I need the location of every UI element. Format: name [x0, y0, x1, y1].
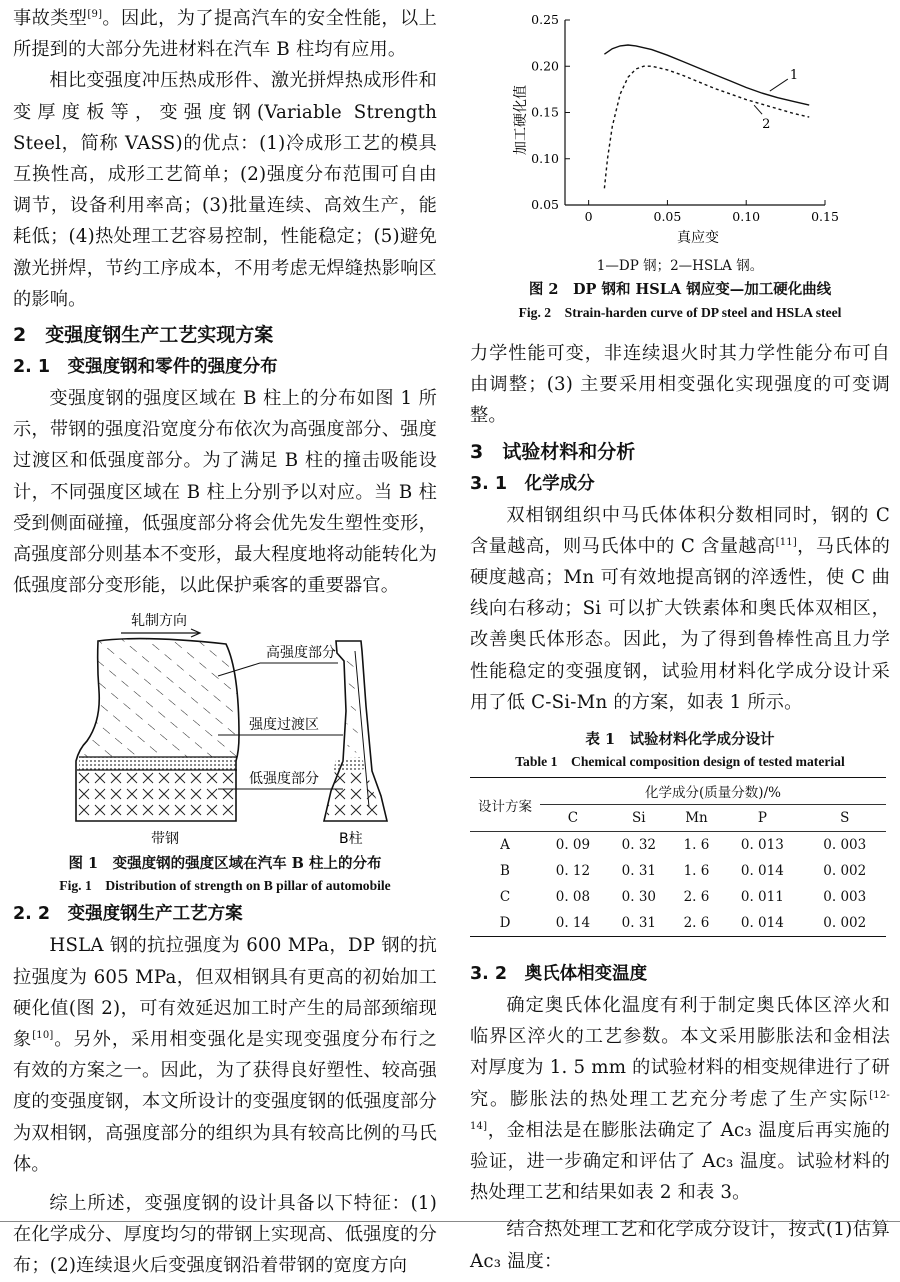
section-heading: 3 试验材料和分析 [470, 440, 636, 463]
paragraph: 变强度钢的强度区域在 B 柱上的分布如图 1 所示，带钢的强度沿宽度分布依次为高强度部分、强度过渡区和低强度部分。为了满足 B 柱的撞击吸能设计，不同强度区域在 B 柱上分别予以对应。当 B 柱受到侧面碰撞，低强度部分将会优先发生塑性变形，高强度部分则基本不变形，最大程度地将动能转化为低强度部分变形能，以此保护乘客的重要器官。 [13, 388, 437, 597]
y-tick-label: 0.05 [531, 197, 559, 212]
high-strength-label: 高强度部分 [266, 645, 336, 662]
table-cell: 0. 31 [621, 863, 657, 880]
figure-2-chart [470, 0, 890, 262]
y-tick-label: 0.10 [531, 150, 559, 166]
citation: [10] [32, 1030, 54, 1041]
paragraph [13, 3, 437, 65]
paragraph: 力学性能可变，非连续退火时其力学性能分布可自由调整；(3) 主要采用相变强化实现强度的可变调整。 [470, 343, 890, 427]
table-cell: 0. 09 [555, 837, 591, 854]
table-header-scheme: 设计方案 [478, 798, 532, 815]
low-strength-label: 低强度部分 [249, 771, 319, 788]
table-cell: 0. 002 [823, 863, 867, 880]
table-cell: 0. 014 [740, 863, 784, 880]
table-row [470, 858, 886, 884]
subsection-heading: 2. 2 变强度钢生产工艺方案 [13, 904, 243, 925]
table-cell: 0. 002 [823, 915, 867, 932]
figure-2 [470, 0, 890, 333]
x-tick-label: 0.10 [732, 209, 761, 224]
series-1-label: 1 [789, 68, 799, 84]
table-header-group: 化学成分(质量分数)/% [540, 778, 886, 805]
table-cell: 2. 6 [683, 889, 710, 906]
x-tick-label: 0.05 [653, 209, 682, 224]
page-bottom-rule [0, 1221, 900, 1222]
text: HSLA 钢的抗拉强度为 600 MPa，DP 钢的抗拉强度为 605 MPa，但双相钢具有更高的初始加工硬化值(图 2)，可有效延迟加工时产生的局部颈缩现象 [13, 935, 437, 1051]
table-cell: 0. 014 [740, 915, 784, 932]
text: 双相钢组织中马氏体体积分数相同时，钢的 C 含量越高，则马氏体中的 C 含量越高 [470, 504, 890, 557]
table-header-cell: Mn [685, 810, 708, 827]
text: 事故类型 [13, 8, 88, 29]
table-cell: 1. 6 [683, 837, 710, 854]
table-header-cell: C [567, 810, 579, 827]
table-header-row [470, 778, 886, 805]
left-column [13, 0, 437, 1282]
y-tick-label: 0.20 [531, 58, 559, 74]
table-cell: 2. 6 [683, 915, 710, 932]
figure-1-caption-en: Fig. 1 Distribution of strength on B pillar of automobile [59, 878, 391, 894]
section-heading: 2 变强度钢生产工艺实现方案 [13, 324, 274, 347]
transition-zone-label: 强度过渡区 [249, 717, 319, 734]
table-cell: C [499, 889, 511, 906]
text: ，金相法是在膨胀法确定了 Ac₃ 温度后再实施的验证，进一步确定和评估了 Ac₃ 温度。试验材料的热处理工艺和结果如表 2 和表 3。 [470, 1119, 890, 1204]
b-pillar-label: B柱 [339, 831, 363, 848]
table-cell: 1. 6 [683, 863, 710, 880]
table-1-caption: 表 1 试验材料化学成分设计 [585, 731, 775, 749]
right-column [470, 0, 890, 1277]
x-axis-label: 真应变 [677, 230, 719, 246]
paragraph [470, 500, 890, 718]
table-cell: 0. 32 [621, 837, 657, 854]
table-cell: 0. 011 [740, 889, 784, 906]
table-row [470, 884, 886, 910]
strip-label: 带钢 [151, 831, 179, 848]
roll-direction-label: 轧制方向 [131, 613, 187, 630]
series-line-2 [604, 66, 809, 188]
table-row [470, 910, 886, 937]
table-1 [470, 728, 890, 937]
series-2-label: 2 [762, 117, 771, 133]
table-cell: A [500, 837, 510, 854]
citation: [9] [87, 8, 103, 20]
table-row [470, 832, 886, 859]
table-header-cell: P [757, 810, 767, 827]
figure-2-caption-en: Fig. 2 Strain-harden curve of DP steel and HSLA steel [518, 305, 842, 320]
figure-1-caption: 图 1 变强度钢的强度区域在汽车 B 柱上的分布 [68, 855, 382, 873]
citation: [12-14] [470, 1089, 890, 1132]
text: ，马氏体的硬度越高；Mn 可有效地提高钢的淬透性，使 C 曲线向右移动；Si 可以扩大铁素体和奥氏体双相区，改善奥氏体形态。因此，为了得到鲁棒性高且力学性能稳定的变强度钢，试验用材料化学成分设计采用了低 C-Si-Mn 的方案，如表 1 所示。 [470, 535, 890, 713]
series-1-leader [770, 79, 788, 91]
figure-2-legend: 1—DP 钢；2—HSLA 钢。 [596, 258, 764, 274]
paragraph: 结合热处理工艺和化学成分设计，按式(1)估算 Ac₃ 温度： [470, 1219, 890, 1272]
subsection-heading: 2. 1 变强度钢和零件的强度分布 [13, 357, 278, 378]
table-1-caption-en: Table 1 Chemical composition design of tested material [515, 754, 845, 770]
figure-1 [13, 611, 437, 899]
table-cell: 0. 30 [621, 889, 657, 906]
table-cell: 0. 31 [621, 915, 657, 932]
paragraph [13, 930, 437, 1180]
table-cell: 0. 08 [555, 889, 591, 906]
table-cell: 0. 14 [555, 915, 591, 932]
paragraph: 相比变强度冲压热成形件、激光拼焊热成形件和变厚度板等，变强度钢(Variable Strength Steel，简称 VASS)的优点：(1)冷成形工艺的模具互换性高，成形工艺简单；(2)强度分布范围可自由调节，设备利用率高；(3)批量连续、高效生产，能耗低；(4)热处理工艺容易控制，性能稳定；(5)避免激光拼焊，节约工序成本，不用考虑无焊缝热影响区的影响。 [13, 70, 437, 310]
text: 。另外，采用相变强化是实现变强度分布行之有效的方案之一。因此，为了获得良好塑性、较高强度的变强度钢，本文所设计的变强度钢的低强度部分为双相钢，高强度部分的组织为具有较高比例的马氏体。 [13, 1029, 437, 1175]
table-cell: 0. 013 [740, 837, 784, 854]
table-cell: D [499, 915, 511, 932]
table-cell: B [500, 863, 510, 880]
subsection-heading: 3. 1 化学成分 [470, 473, 595, 494]
y-axis-label: 加工硬化值 [513, 85, 529, 155]
subsection-heading: 3. 2 奥氏体相变温度 [470, 964, 648, 985]
citation: [11] [775, 536, 797, 548]
composition-table [470, 777, 886, 937]
y-tick-label: 0.25 [531, 12, 559, 27]
table-cell: 0. 003 [823, 889, 867, 906]
series-2-leader [754, 105, 762, 114]
paragraph: 综上所述，变强度钢的设计具备以下特征：(1)在化学成分、厚度均匀的带钢上实现高、低强度的分布；(2)连续退火后变强度钢沿着带钢的宽度方向 [13, 1193, 437, 1277]
table-header-cell: S [840, 810, 850, 827]
text: 。因此，为了提高汽车的安全性能，以上所提到的大部分先进材料在汽车 B 柱均有应用。 [13, 8, 437, 61]
table-cell: 0. 003 [823, 837, 867, 854]
paragraph [470, 990, 890, 1208]
figure-1-diagram [13, 611, 437, 856]
table-header-cell: Si [632, 810, 646, 827]
y-tick-label: 0.15 [531, 104, 559, 120]
text: 确定奥氏体化温度有利于制定奥氏体区淬火和临界区淬火的工艺参数。本文采用膨胀法和金相法对厚度为 1. 5 mm 的试验材料的相变规律进行了研究。膨胀法的热处理工艺充分考虑了生产实际 [470, 995, 890, 1110]
x-tick-label: 0 [584, 209, 593, 224]
x-tick-label: 0.15 [811, 209, 839, 224]
table-cell: 0. 12 [555, 863, 591, 880]
series-line-1 [604, 45, 809, 105]
figure-2-caption: 图 2 DP 钢和 HSLA 钢应变—加工硬化曲线 [528, 281, 832, 298]
